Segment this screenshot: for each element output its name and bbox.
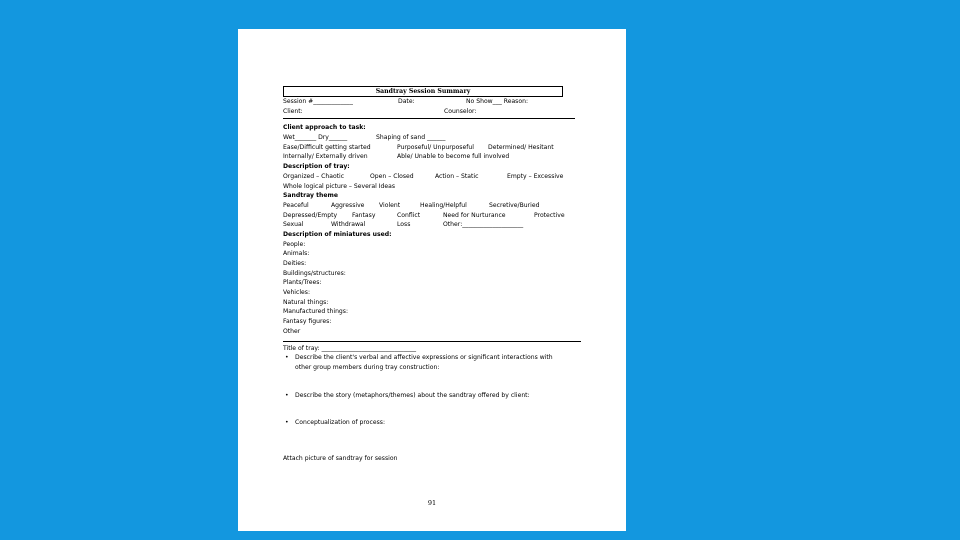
wet-row xyxy=(283,133,581,143)
noshow-field: No Show___ Reason: xyxy=(466,98,529,105)
spacer xyxy=(283,428,581,454)
counselor-field: Counselor: xyxy=(444,107,477,115)
mini-item xyxy=(283,259,581,269)
theme-row-2 xyxy=(283,211,581,221)
bullet-expressions-cont xyxy=(283,363,581,373)
theme-violent: Violent xyxy=(379,201,401,209)
title-of-tray-row xyxy=(283,344,581,354)
minis-heading xyxy=(283,230,581,240)
theme-loss: Loss xyxy=(397,221,411,229)
mini-deities: Deities: xyxy=(283,260,307,267)
theme-other: Other:____________________ xyxy=(443,221,524,229)
bullet-concept-text: Conceptualization of process: xyxy=(295,419,386,427)
minis-heading-text: Description of miniatures used: xyxy=(283,230,392,238)
determined: Determined/ Hesitant xyxy=(488,143,554,151)
page-number: 91 xyxy=(427,499,437,507)
mini-plants: Plants/Trees: xyxy=(283,279,322,287)
bullet-story xyxy=(283,391,581,401)
theme-healing: Healing/Helpful xyxy=(420,201,467,209)
mini-item xyxy=(283,317,581,327)
organized-row xyxy=(283,172,581,182)
theme-depressed: Depressed/Empty xyxy=(283,211,338,219)
mini-other: Other xyxy=(283,327,301,335)
mini-item xyxy=(283,307,581,317)
mini-item xyxy=(283,269,581,279)
mini-item xyxy=(283,288,581,298)
theme-conflict: Conflict xyxy=(397,211,421,219)
mini-natural: Natural things: xyxy=(283,298,329,306)
open-closed: Open – Closed xyxy=(370,172,414,180)
bullet-story-text: Describe the story (metaphors/themes) about the sandtray offered by client: xyxy=(295,391,530,399)
theme-peaceful: Peaceful xyxy=(283,201,309,209)
mini-item xyxy=(283,278,581,288)
mini-item xyxy=(283,249,581,259)
document-page xyxy=(238,29,626,531)
ease-row xyxy=(283,143,581,153)
theme-withdrawal: Withdrawal xyxy=(331,221,366,229)
title-of-tray: Title of tray: _______________________________ xyxy=(283,344,417,352)
approach-heading-text: Client approach to task: xyxy=(283,124,366,132)
spacer xyxy=(283,373,581,391)
mini-item xyxy=(283,298,581,308)
mini-manufactured: Manufactured things: xyxy=(283,308,349,316)
mini-item xyxy=(283,327,581,337)
shaping: Shaping of sand ______ xyxy=(376,134,446,142)
divider xyxy=(283,118,575,119)
theme-protective: Protective xyxy=(534,211,565,219)
attach-note: Attach picture of sandtray for session xyxy=(283,454,398,462)
mini-people: People: xyxy=(283,240,306,248)
bullet-expressions-line2: other group members during tray construction: xyxy=(295,363,440,371)
theme-row-3 xyxy=(283,220,581,230)
mini-buildings: Buildings/structures: xyxy=(283,269,346,277)
theme-row-1 xyxy=(283,201,581,211)
date-field: Date: xyxy=(398,98,415,105)
ease: Ease/Difficult getting started xyxy=(283,143,371,151)
session-row xyxy=(283,97,581,107)
theme-fantasy: Fantasy xyxy=(352,211,376,219)
internally: Internally/ Externally driven xyxy=(283,153,368,161)
action-static: Action – Static xyxy=(435,172,479,180)
approach-heading xyxy=(283,123,581,133)
session-summary-form xyxy=(283,86,581,464)
purposeful: Purposeful/ Unpurposeful xyxy=(397,143,474,151)
bullet-expressions-line1: Describe the client's verbal and affective expressions or significant interactions with xyxy=(295,354,553,362)
spacer xyxy=(283,400,581,418)
bullet-concept xyxy=(283,418,581,428)
internally-row xyxy=(283,152,581,162)
whole-picture: Whole logical picture – Several Ideas xyxy=(283,182,396,190)
mini-item xyxy=(283,240,581,250)
session-field: Session #_____________ xyxy=(283,98,353,105)
theme-heading xyxy=(283,191,581,201)
theme-heading-text: Sandtray theme xyxy=(283,192,339,200)
desc-tray-heading-text: Description of tray: xyxy=(283,163,350,171)
mini-fantasy: Fantasy figures: xyxy=(283,318,332,326)
theme-secretive: Secretive/Buried xyxy=(489,201,540,209)
bullet-expressions xyxy=(283,353,581,363)
desc-tray-heading xyxy=(283,162,581,172)
mini-vehicles: Vehicles: xyxy=(283,289,311,297)
empty-excessive: Empty – Excessive xyxy=(507,172,564,180)
theme-aggressive: Aggressive xyxy=(331,201,365,209)
client-row xyxy=(283,107,581,117)
attach-row xyxy=(283,454,581,464)
able: Able/ Unable to become full involved xyxy=(397,153,510,161)
client-field: Client: xyxy=(283,107,303,115)
whole-row xyxy=(283,182,581,192)
mini-animals: Animals: xyxy=(283,250,310,258)
theme-sexual: Sexual xyxy=(283,221,304,229)
theme-need: Need for Nurturance xyxy=(443,211,506,219)
divider-thick xyxy=(283,341,581,342)
organized: Organized – Chaotic xyxy=(283,172,345,180)
wet-dry: Wet_______ Dry______ xyxy=(283,134,348,142)
form-title: Sandtray Session Summary xyxy=(283,86,563,97)
